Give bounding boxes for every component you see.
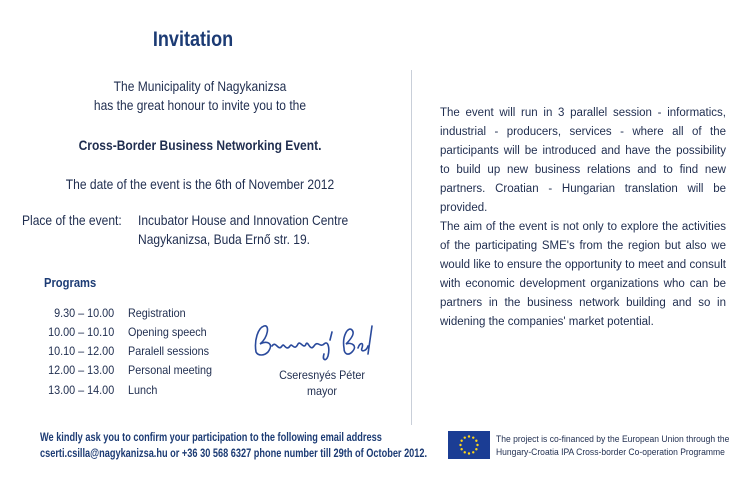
program-time: 10.10 – 12.00 — [48, 344, 115, 358]
program-activity: Registration — [128, 306, 186, 320]
eu-notice-line-2: Hungary-Croatia IPA Cross-border Co-operation Programme — [496, 447, 725, 458]
eu-notice-line-1: The project is co-financed by the European Union through the — [496, 434, 730, 445]
aim-paragraph: The aim of the event is not only to explore the activities of the participating SME's from the region but also we would like to ensure the opportunity to meet and consult with economic development organizations who can be partners in the business network building and so in widening the companies' market potential. — [440, 221, 726, 328]
program-time: 10.00 – 10.10 — [48, 325, 115, 339]
place-label: Place of the event: — [22, 212, 122, 228]
place-line-1: Incubator House and Innovation Centre — [138, 212, 349, 228]
intro-line-1: The Municipality of Nagykanizsa — [113, 78, 287, 94]
event-date: The date of the event is the 6th of November 2012 — [65, 176, 335, 192]
program-activity: Lunch — [128, 383, 158, 397]
program-activity: Personal meeting — [128, 363, 213, 377]
event-name: Cross-Border Business Networking Event. — [78, 137, 322, 153]
program-activity: Opening speech — [128, 325, 207, 339]
programs-heading: Programs — [44, 275, 97, 290]
invitation-title: Invitation — [152, 28, 234, 51]
program-time: 13.00 – 14.00 — [48, 383, 115, 397]
place-line-2: Nagykanizsa, Buda Ernő str. 19. — [138, 231, 310, 247]
rsvp-line-2: cserti.csilla@nagykanizsa.hu or +36 30 568 6327 phone number till 29th of October 2012. — [40, 448, 428, 460]
mayor-signature — [248, 318, 378, 366]
column-divider — [411, 70, 412, 425]
sessions-paragraph: The event will run in 3 parallel session - informatics, industrial - producers, services - where all of the participants will be introduced and have the possibility to build up new business relations and to find new partners. Croatian - Hungarian translation will be provided. — [440, 107, 726, 214]
program-time: 12.00 – 13.00 — [48, 363, 115, 377]
signatory-name: Cseresnyés Péter — [279, 368, 365, 382]
program-time: 9.30 – 10.00 — [54, 306, 115, 320]
rsvp-line-1: We kindly ask you to confirm your participation to the following email address — [40, 432, 382, 444]
program-activity: Paralell sessions — [128, 344, 210, 358]
intro-line-2: has the great honour to invite you to the — [93, 97, 307, 113]
signatory-role: mayor — [306, 384, 338, 398]
eu-flag-icon — [448, 431, 490, 459]
